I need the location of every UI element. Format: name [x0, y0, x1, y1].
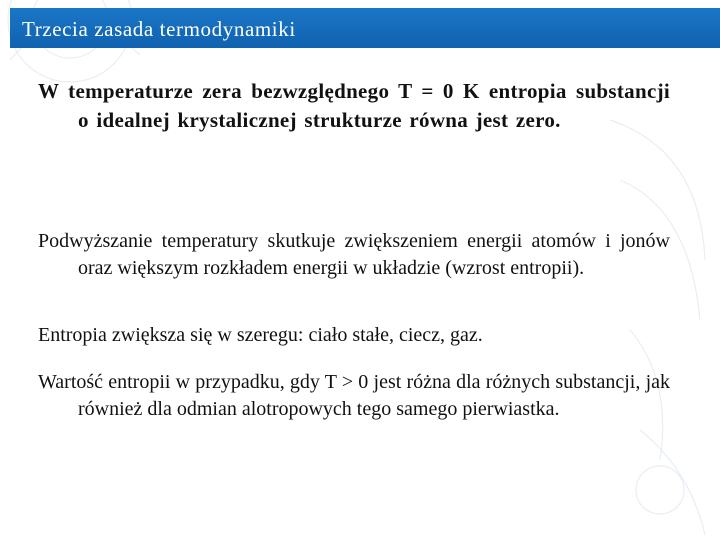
paragraph-entropy-series: Entropia zwiększa się w szeregu: ciało stałe, ciecz, gaz.	[38, 324, 483, 346]
title-bar	[10, 8, 720, 48]
paragraph-entropy-values: Wartość entropii w przypadku, gdy T > 0 jest różna dla różnych substancji, jak również dla odmian alotropowych tego samego pierwiastka.	[38, 371, 670, 420]
paragraph-third-law-statement: W temperaturze zera bezwzględnego T = 0 K entropia substancji o idealnej krystalicznej strukturze równa jest zero.	[38, 79, 670, 132]
slide-title: Trzecia zasada termodynamiki	[22, 17, 296, 41]
paragraph-temperature-increase: Podwyższanie temperatury skutkuje zwiększeniem energii atomów i jonów oraz większym rozkładem energii w układzie (wzrost entropii).	[38, 230, 670, 279]
